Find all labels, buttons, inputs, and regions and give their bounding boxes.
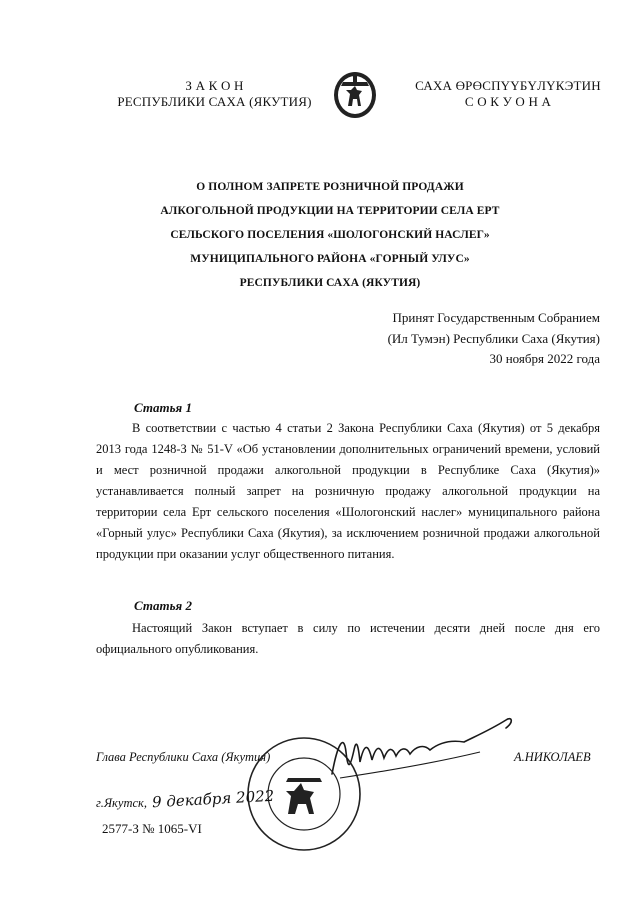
law-title bbox=[150, 175, 510, 295]
signatory-name: А.НИКОЛАЕВ bbox=[514, 750, 591, 764]
header-left-line2: РЕСПУБЛИКИ САХА (ЯКУТИЯ) bbox=[117, 94, 312, 109]
handwritten-signature-icon bbox=[320, 712, 520, 782]
article-1-body bbox=[96, 418, 600, 565]
signatory-position: Глава Республики Саха (Якутия) bbox=[96, 750, 271, 764]
header-right-line2: С О К У О Н А bbox=[464, 94, 552, 109]
title-line-3: СЕЛЬСКОГО ПОСЕЛЕНИЯ «ШОЛОГОНСКИЙ НАСЛЕГ» bbox=[170, 229, 490, 241]
header-left-line1: З А К О Н bbox=[185, 78, 244, 93]
article-1-text: В соответствии с частью 4 статьи 2 Закона Республики Саха (Якутия) от 5 декабря 2013 года 1248-З № 51-V «Об установлении дополнительных ограничений времени, условий и мест розничной продажи алкогольной продукции в Республике Саха (Якутия)» устанавливается полный запрет на розничную продажу алкогольной продукции на территории села Ерт сельского поселения «Шологонский наслег» муниципального района «Горный улус» Республики Саха (Якутия), за исключением розничной продажи алкогольной продукции при оказании услуг общественного питания. bbox=[96, 421, 600, 561]
title-line-5: РЕСПУБЛИКИ САХА (ЯКУТИЯ) bbox=[239, 277, 421, 289]
adoption-note bbox=[360, 308, 600, 370]
adopted-line-2: (Ил Тумэн) Республики Саха (Якутия) bbox=[387, 330, 600, 346]
coat-of-arms-icon bbox=[331, 68, 379, 120]
law-number: 2577-З № 1065-VI bbox=[102, 821, 202, 836]
header-right bbox=[408, 78, 608, 110]
signing-place: г.Якутск, bbox=[96, 796, 147, 810]
title-line-4: МУНИЦИПАЛЬНОГО РАЙОНА «ГОРНЫЙ УЛУС» bbox=[190, 253, 470, 265]
header-left bbox=[112, 78, 317, 110]
article-2-body bbox=[96, 618, 600, 660]
adopted-line-1: Принят Государственным Собранием bbox=[392, 310, 600, 325]
handwritten-date: 9 декабря 2022 bbox=[151, 786, 275, 812]
article-2-heading: Статья 2 bbox=[134, 598, 192, 613]
adopted-line-3: 30 ноября 2022 года bbox=[489, 351, 600, 366]
article-2-text: Настоящий Закон вступает в силу по истечении десяти дней после дня его официального опубликования. bbox=[96, 621, 600, 656]
article-1-heading: Статья 1 bbox=[134, 400, 192, 415]
title-line-1: О ПОЛНОМ ЗАПРЕТЕ РОЗНИЧНОЙ ПРОДАЖИ bbox=[196, 181, 464, 193]
title-line-2: АЛКОГОЛЬНОЙ ПРОДУКЦИИ НА ТЕРРИТОРИИ СЕЛА ЕРТ bbox=[160, 205, 500, 217]
header-right-line1: САХА ӨРӨСПҮҮБҮЛҮКЭТИН bbox=[415, 78, 601, 93]
